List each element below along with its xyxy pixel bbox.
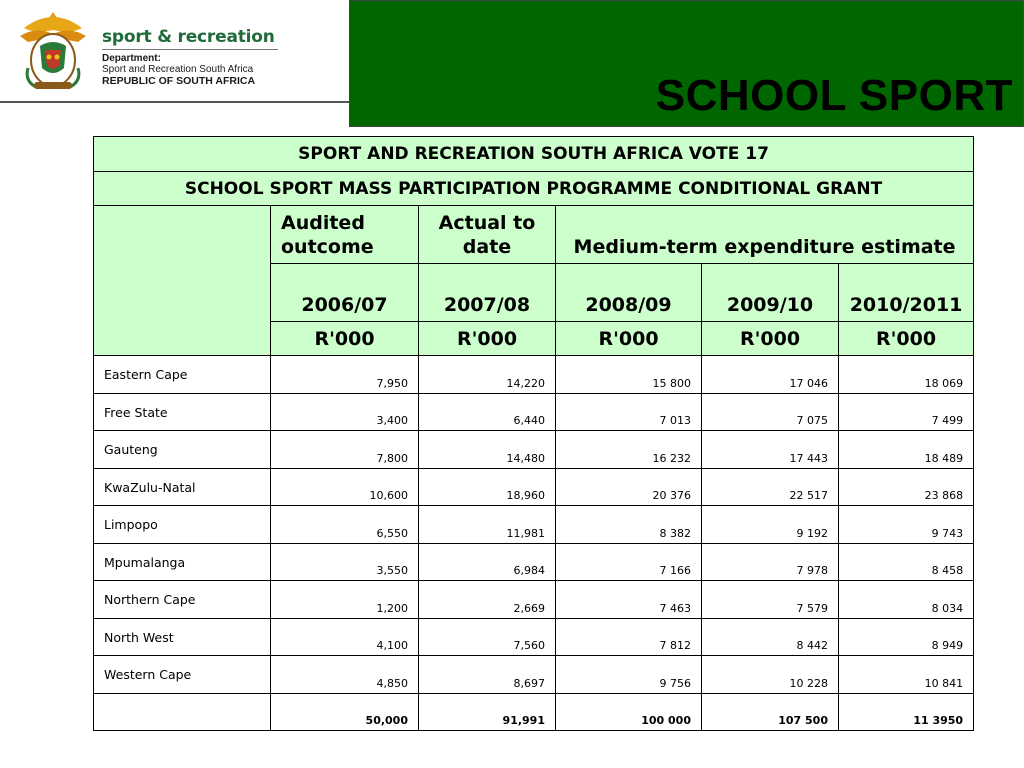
- value-cell: 17 046: [702, 356, 839, 394]
- department-name: Sport and Recreation South Africa: [102, 64, 254, 75]
- unit-header: R'000: [839, 322, 974, 356]
- value-cell: 7,560: [419, 619, 556, 656]
- value-cell: 7,800: [271, 431, 419, 469]
- value-cell: 6,440: [419, 394, 556, 431]
- value-cell: 9 756: [556, 656, 702, 694]
- value-cell: 3,400: [271, 394, 419, 431]
- table-subtitle-row: [94, 172, 974, 206]
- value-cell: 20 376: [556, 469, 702, 506]
- value-cell: 8,697: [419, 656, 556, 694]
- value-cell: 10,600: [271, 469, 419, 506]
- value-cell: 4,100: [271, 619, 419, 656]
- table-row: [94, 656, 974, 694]
- column-group-row: [94, 206, 974, 264]
- province-name: North West: [94, 619, 271, 656]
- brand-name: sport & recreation: [102, 27, 275, 47]
- year-header: 2006/07: [271, 264, 419, 322]
- country-name: REPUBLIC OF SOUTH AFRICA: [102, 75, 256, 87]
- totals-label-cell: [94, 694, 271, 731]
- value-cell: 7 013: [556, 394, 702, 431]
- slide-title: SCHOOL SPORT: [655, 71, 1013, 120]
- value-cell: 2,669: [419, 581, 556, 619]
- coat-of-arms-icon: [16, 8, 90, 92]
- value-cell: 8 442: [702, 619, 839, 656]
- value-cell: 11,981: [419, 506, 556, 544]
- table-row: [94, 544, 974, 581]
- province-name: Limpopo: [94, 506, 271, 544]
- unit-header: R'000: [702, 322, 839, 356]
- value-cell: 7 075: [702, 394, 839, 431]
- table-row: [94, 506, 974, 544]
- value-cell: 8 949: [839, 619, 974, 656]
- year-header: 2007/08: [419, 264, 556, 322]
- medium-term-header: Medium-term expenditure estimate: [556, 206, 974, 264]
- value-cell: 9 192: [702, 506, 839, 544]
- value-cell: 10 228: [702, 656, 839, 694]
- total-cell: 91,991: [419, 694, 556, 731]
- year-header: 2008/09: [556, 264, 702, 322]
- table-row: [94, 619, 974, 656]
- province-name: Gauteng: [94, 431, 271, 469]
- total-cell: 107 500: [702, 694, 839, 731]
- value-cell: 15 800: [556, 356, 702, 394]
- unit-header: R'000: [419, 322, 556, 356]
- unit-header: R'000: [271, 322, 419, 356]
- table-row: [94, 431, 974, 469]
- year-header: 2009/10: [702, 264, 839, 322]
- value-cell: 22 517: [702, 469, 839, 506]
- province-name: Free State: [94, 394, 271, 431]
- table-row: [94, 394, 974, 431]
- table-title-row: [94, 137, 974, 172]
- title-banner: [349, 0, 1024, 127]
- table-title: SPORT AND RECREATION SOUTH AFRICA VOTE 17: [94, 137, 974, 172]
- table-row: [94, 581, 974, 619]
- value-cell: 7 812: [556, 619, 702, 656]
- value-cell: 18,960: [419, 469, 556, 506]
- province-name: Eastern Cape: [94, 356, 271, 394]
- value-cell: 7 579: [702, 581, 839, 619]
- value-cell: 8 458: [839, 544, 974, 581]
- table-row: [94, 469, 974, 506]
- value-cell: 4,850: [271, 656, 419, 694]
- value-cell: 1,200: [271, 581, 419, 619]
- value-cell: 14,480: [419, 431, 556, 469]
- value-cell: 9 743: [839, 506, 974, 544]
- table-subtitle: SCHOOL SPORT MASS PARTICIPATION PROGRAMME CONDITIONAL GRANT: [94, 172, 974, 206]
- value-cell: 3,550: [271, 544, 419, 581]
- value-cell: 17 443: [702, 431, 839, 469]
- value-cell: 8 382: [556, 506, 702, 544]
- province-name: Mpumalanga: [94, 544, 271, 581]
- value-cell: 18 069: [839, 356, 974, 394]
- table-row: [94, 356, 974, 394]
- value-cell: 10 841: [839, 656, 974, 694]
- value-cell: 23 868: [839, 469, 974, 506]
- header-divider: [0, 101, 349, 103]
- value-cell: 8 034: [839, 581, 974, 619]
- value-cell: 16 232: [556, 431, 702, 469]
- value-cell: 14,220: [419, 356, 556, 394]
- value-cell: 7 499: [839, 394, 974, 431]
- value-cell: 7 166: [556, 544, 702, 581]
- value-cell: 7 978: [702, 544, 839, 581]
- province-name: Northern Cape: [94, 581, 271, 619]
- value-cell: 6,550: [271, 506, 419, 544]
- unit-header: R'000: [556, 322, 702, 356]
- province-name: Western Cape: [94, 656, 271, 694]
- grant-table: [93, 136, 974, 731]
- value-cell: 18 489: [839, 431, 974, 469]
- year-header: 2010/2011: [839, 264, 974, 322]
- header-logo-area: [0, 0, 349, 103]
- value-cell: 7,950: [271, 356, 419, 394]
- total-cell: 50,000: [271, 694, 419, 731]
- total-cell: 11 3950: [839, 694, 974, 731]
- value-cell: 6,984: [419, 544, 556, 581]
- actual-to-date-header: Actual to date: [419, 206, 556, 264]
- province-name: KwaZulu-Natal: [94, 469, 271, 506]
- totals-row: [94, 694, 974, 731]
- audited-outcome-header: Audited outcome: [271, 206, 419, 264]
- value-cell: 7 463: [556, 581, 702, 619]
- province-header-cell: [94, 206, 271, 356]
- brand-divider: [102, 49, 278, 50]
- department-label: Department:: [102, 53, 161, 64]
- total-cell: 100 000: [556, 694, 702, 731]
